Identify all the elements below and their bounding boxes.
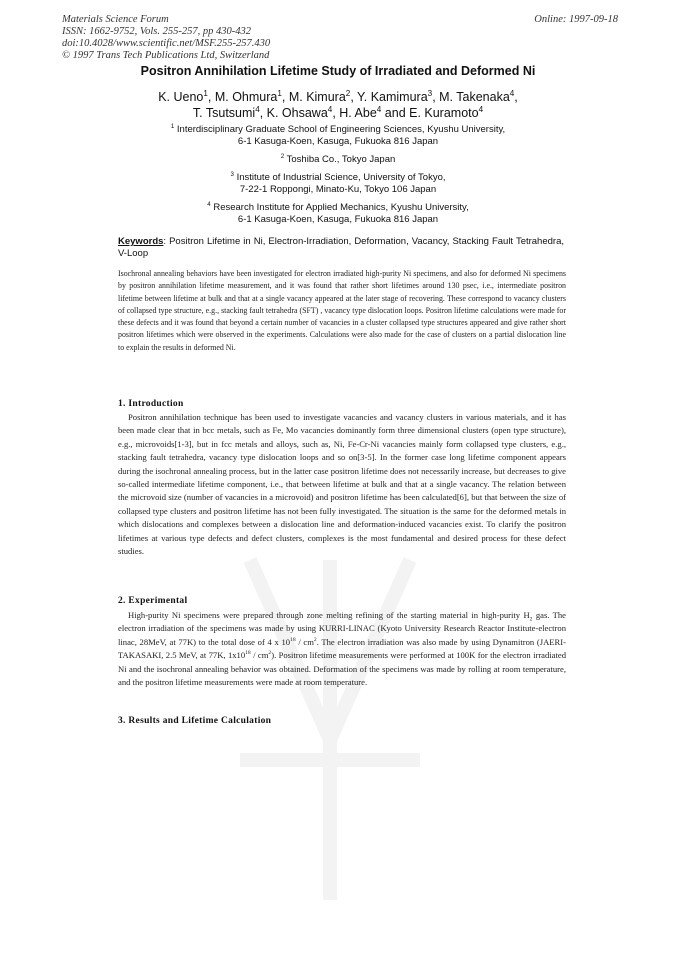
exp-superscript: 2 [268,650,272,657]
author-name: , Y. Kamimura [350,90,428,104]
affiliation-3 [62,172,614,196]
affil-mark: 4 [255,104,260,114]
affiliation-4 [62,202,614,226]
author-sep: , [514,90,518,104]
doi-line: doi:10.4028/www.scientific.net/MSF.255-257.430 [62,38,271,49]
journal-header [62,14,618,62]
exp-superscript: 18 [245,650,251,657]
affil-number: 4 [207,200,211,208]
affil-mark: 1 [277,88,282,98]
exp-superscript: 18 [290,636,296,643]
author-line-2 [62,105,614,121]
exp-subscript: 2 [529,616,533,623]
abstract-text: Isochronal annealing behaviors have been investigated for electron irradiated high-purity Ni specimens, and also for deformed Ni specimens by positron annihilation lifetime measurement, and it was found that rather short lifetimes around 130 psec, i.e., intermediate positron lifetime between lifetime at bulk and that at a single vacancy appeared at the later stage of recovering. These correspond to vacancy clusters of collapsed type structure, e.g., stacking fault tetrahedra (SFT) , vacancy type dislocation loops. Positron lifetime calculations were made for these defects and it was found that beyond a certain number of vacancies in a cluster collapsed type structures appeared and give rather short positron lifetimes which were observed in the experiments. Calculations were also made for the case of clusters on a partial dislocation line to explain the results in deformed Ni. [118,269,566,352]
paper-title: Positron Annihilation Lifetime Study of Irradiated and Deformed Ni [140,64,536,78]
affil-line: 6-1 Kasuga-Koen, Kasuga, Fukuoka 816 Japan [237,136,439,147]
author-name: , K. Ohsawa [259,106,328,120]
exp-text: / cm [250,650,269,661]
affil-line: 6-1 Kasuga-Koen, Kasuga, Fukuoka 816 Japan [237,214,439,225]
copyright-line: © 1997 Trans Tech Publications Ltd, Switzerland [62,50,270,61]
section-heading-results: 3. Results and Lifetime Calculation [118,716,272,726]
exp-text: gas. The electron irradiation of the specimens was made by using KURRI-LINAC (Kyoto University Research Reactor Institute-electron linac, 28MeV, at 77K) to the total dose of 4 x 10 [118,610,566,647]
author-name: , M. Takenaka [432,90,510,104]
author-name: and E. Kuramoto [381,106,479,120]
affiliation-1 [62,124,614,148]
affil-number: 1 [170,122,175,130]
journal-name: Materials Science Forum [62,14,169,25]
affil-line: Interdisciplinary Graduate School of Engineering Sciences, Kyushu University, [176,124,506,135]
affil-line: 7-22-1 Roppongi, Minato-Ku, Tokyo 106 Japan [239,184,437,195]
affil-line: Institute of Industrial Science, University of Tokyo, [236,172,446,183]
section-heading-introduction: 1. Introduction [118,399,184,409]
affil-line: Toshiba Co., Tokyo Japan [286,154,396,165]
author-name: , M. Kimura [281,90,346,104]
author-line-1 [62,89,614,105]
exp-text: High-purity Ni specimens were prepared through zone melting refining of the starting material in high-purity H [128,610,530,620]
author-name: T. Tsutsumi [192,106,256,120]
affil-mark: 2 [345,88,351,98]
affil-number: 3 [230,170,234,178]
online-date: Online: 1997-09-18 [534,14,618,25]
affil-mark: 3 [427,88,433,98]
section-heading-experimental: 2. Experimental [118,596,188,606]
introduction-paragraph: Positron annihilation technique has been used to investigate vacancies and vacancy clusters in various materials, and it has been made clear that in bcc metals, such as Fe, Mo vacancies dominantly form three dimensional clusters (open type structure), e.g., microvoids[1-3], but in fcc metals and alloys, such as, Ni, Fe-Cr-Ni vacancies mainly form collapsed type clusters, e.g., stacking fault tetrahedra, vacancy type dislocation loops and so on[3-5]. In the former case long lifetime component appears during the isochronal annealing process, but in the latter case positron lifetime does not necessarily increase, but decreases to give so-called intermediate lifetime component, i.e., that between lifetime at bulk and that at a single vacancy. The relation between the microvoid size (number of vacancies in a microvoid) and positron lifetime has been calculated[6], but that between the size of collapsed type clusters and positron lifetime has not been fully investigated. The situation is the same for the deformed metals in which dislocations and complexes between a dislocation line and deformation-induced vacancies exist. To clarify the positron lifetimes at various type defects and defect clusters, complexes is the most fundamental and desired process for these defect studies. [118,412,566,557]
author-name: , H. Abe [332,106,377,120]
affil-mark: 4 [478,104,484,114]
exp-superscript: 2 [313,636,317,643]
affiliation-2 [62,154,614,166]
affil-line: Research Institute for Applied Mechanics, Kyushu University, [213,202,469,213]
author-name: , M. Ohmura [207,90,278,104]
affil-mark: 1 [203,88,208,98]
author-name: K. Ueno [158,90,204,104]
exp-text: / cm [295,636,314,647]
issn-line: ISSN: 1662-9752, Vols. 255-257, pp 430-432 [62,26,251,37]
experimental-paragraph [118,609,566,689]
affil-mark: 4 [327,104,333,114]
exp-text: . The electron irradiation was also made by using Dynamitron (JAERI-TAKASAKI, 2.5 MeV, at 77K, 1x10 [118,636,566,661]
keywords-block [118,236,564,260]
affiliation-list [62,124,614,232]
author-list [62,89,614,121]
affil-mark: 4 [376,104,382,114]
affil-number: 2 [280,152,285,160]
keywords-text: : Positron Lifetime in Ni, Electron-Irradiation, Deformation, Vacancy, Stacking Fault Tetrahedra, V-Loop [118,236,564,259]
keywords-label: Keywords [118,236,164,247]
affil-mark: 4 [509,88,515,98]
exp-text: ). Positron lifetime measurements were performed at 100K for the electron irradiated Ni and the isochronal annealing behavior was obtained. Deformation of the specimens was made by rolling at room temperature, and the positron lifetime measurements were made at room temperature. [118,650,566,688]
